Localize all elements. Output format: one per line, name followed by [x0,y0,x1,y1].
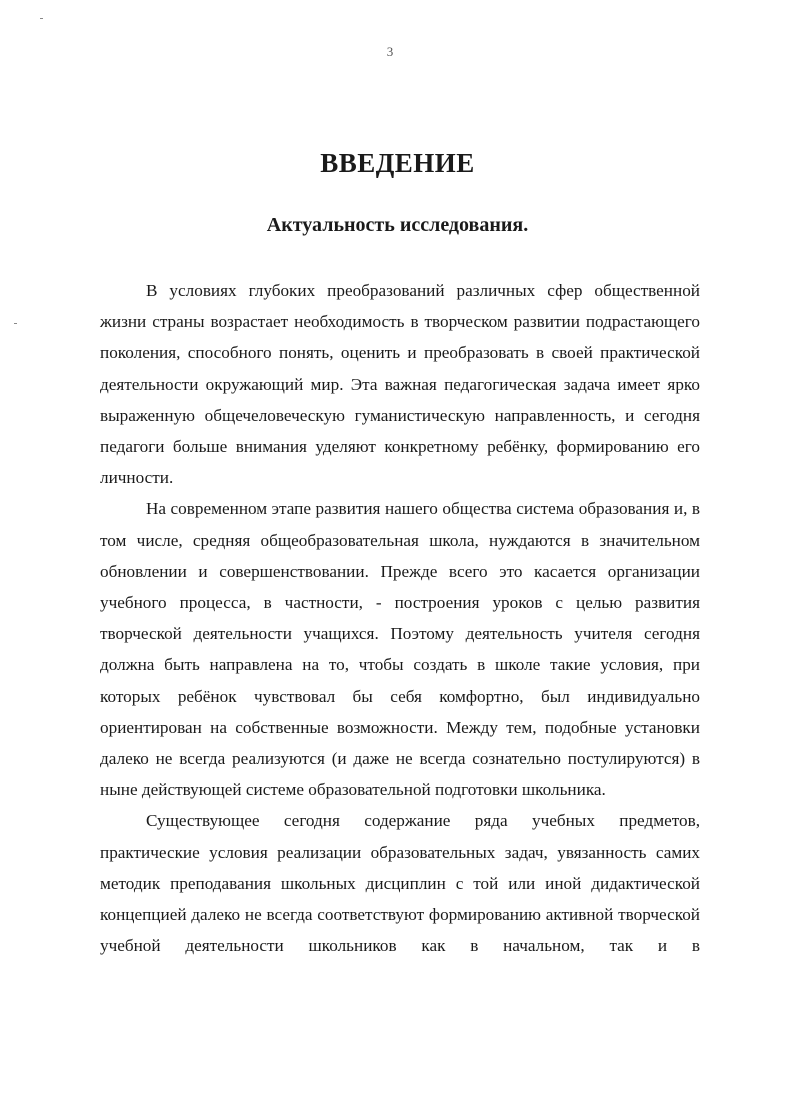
page-title: ВВЕДЕНИЕ [320,148,475,178]
section-subtitle: Актуальность исследования. [266,214,529,236]
page-number: 3 [386,44,394,59]
paragraph: В условиях глубоких преобразований различных сфер общественной жизни страны возрастает необходимость в творческом развитии подрастающего поколения, способного понять, оценить и преобразовать в своей практической деятельности окружающий мир. Эта важная педагогическая задача имеет ярко выраженную общечеловеческую гуманистическую направленность, и сегодня педагоги больше внимания уделяют конкретному ребёнку, формированию его личности. [100,281,700,488]
paragraph: Существующее сегодня содержание ряда учебных предметов, практические условия реализации образовательных задач, увязанность самих методик преподавания школьных дисциплин с той или иной дидактической концепцией далеко не всегда соответствуют формированию активной творческой учебной деятельности школьников как в начальном, так и в [100,811,700,956]
scan-mark [14,323,17,324]
scan-mark [40,18,43,19]
paragraph: На современном этапе развития нашего общества система образования и, в том числе, средняя общеобразовательная школа, нуждаются в значительном обновлении и совершенствовании. Прежде всего это касается организации учебного процесса, в частности, - построения уроков с целью развития творческой деятельности учащихся. Поэтому деятельность учителя сегодня должна быть направлена на то, чтобы создать в школе такие условия, при которых ребёнок чувствовал бы себя комфортно, был индивидуально ориентирован на собственные возможности. Между тем, подобные установки далеко не всегда реализуются (и даже не всегда сознательно постулируются) в ныне действующей системе образовательной подготовки школьника. [100,499,700,800]
body-text [100,275,700,961]
